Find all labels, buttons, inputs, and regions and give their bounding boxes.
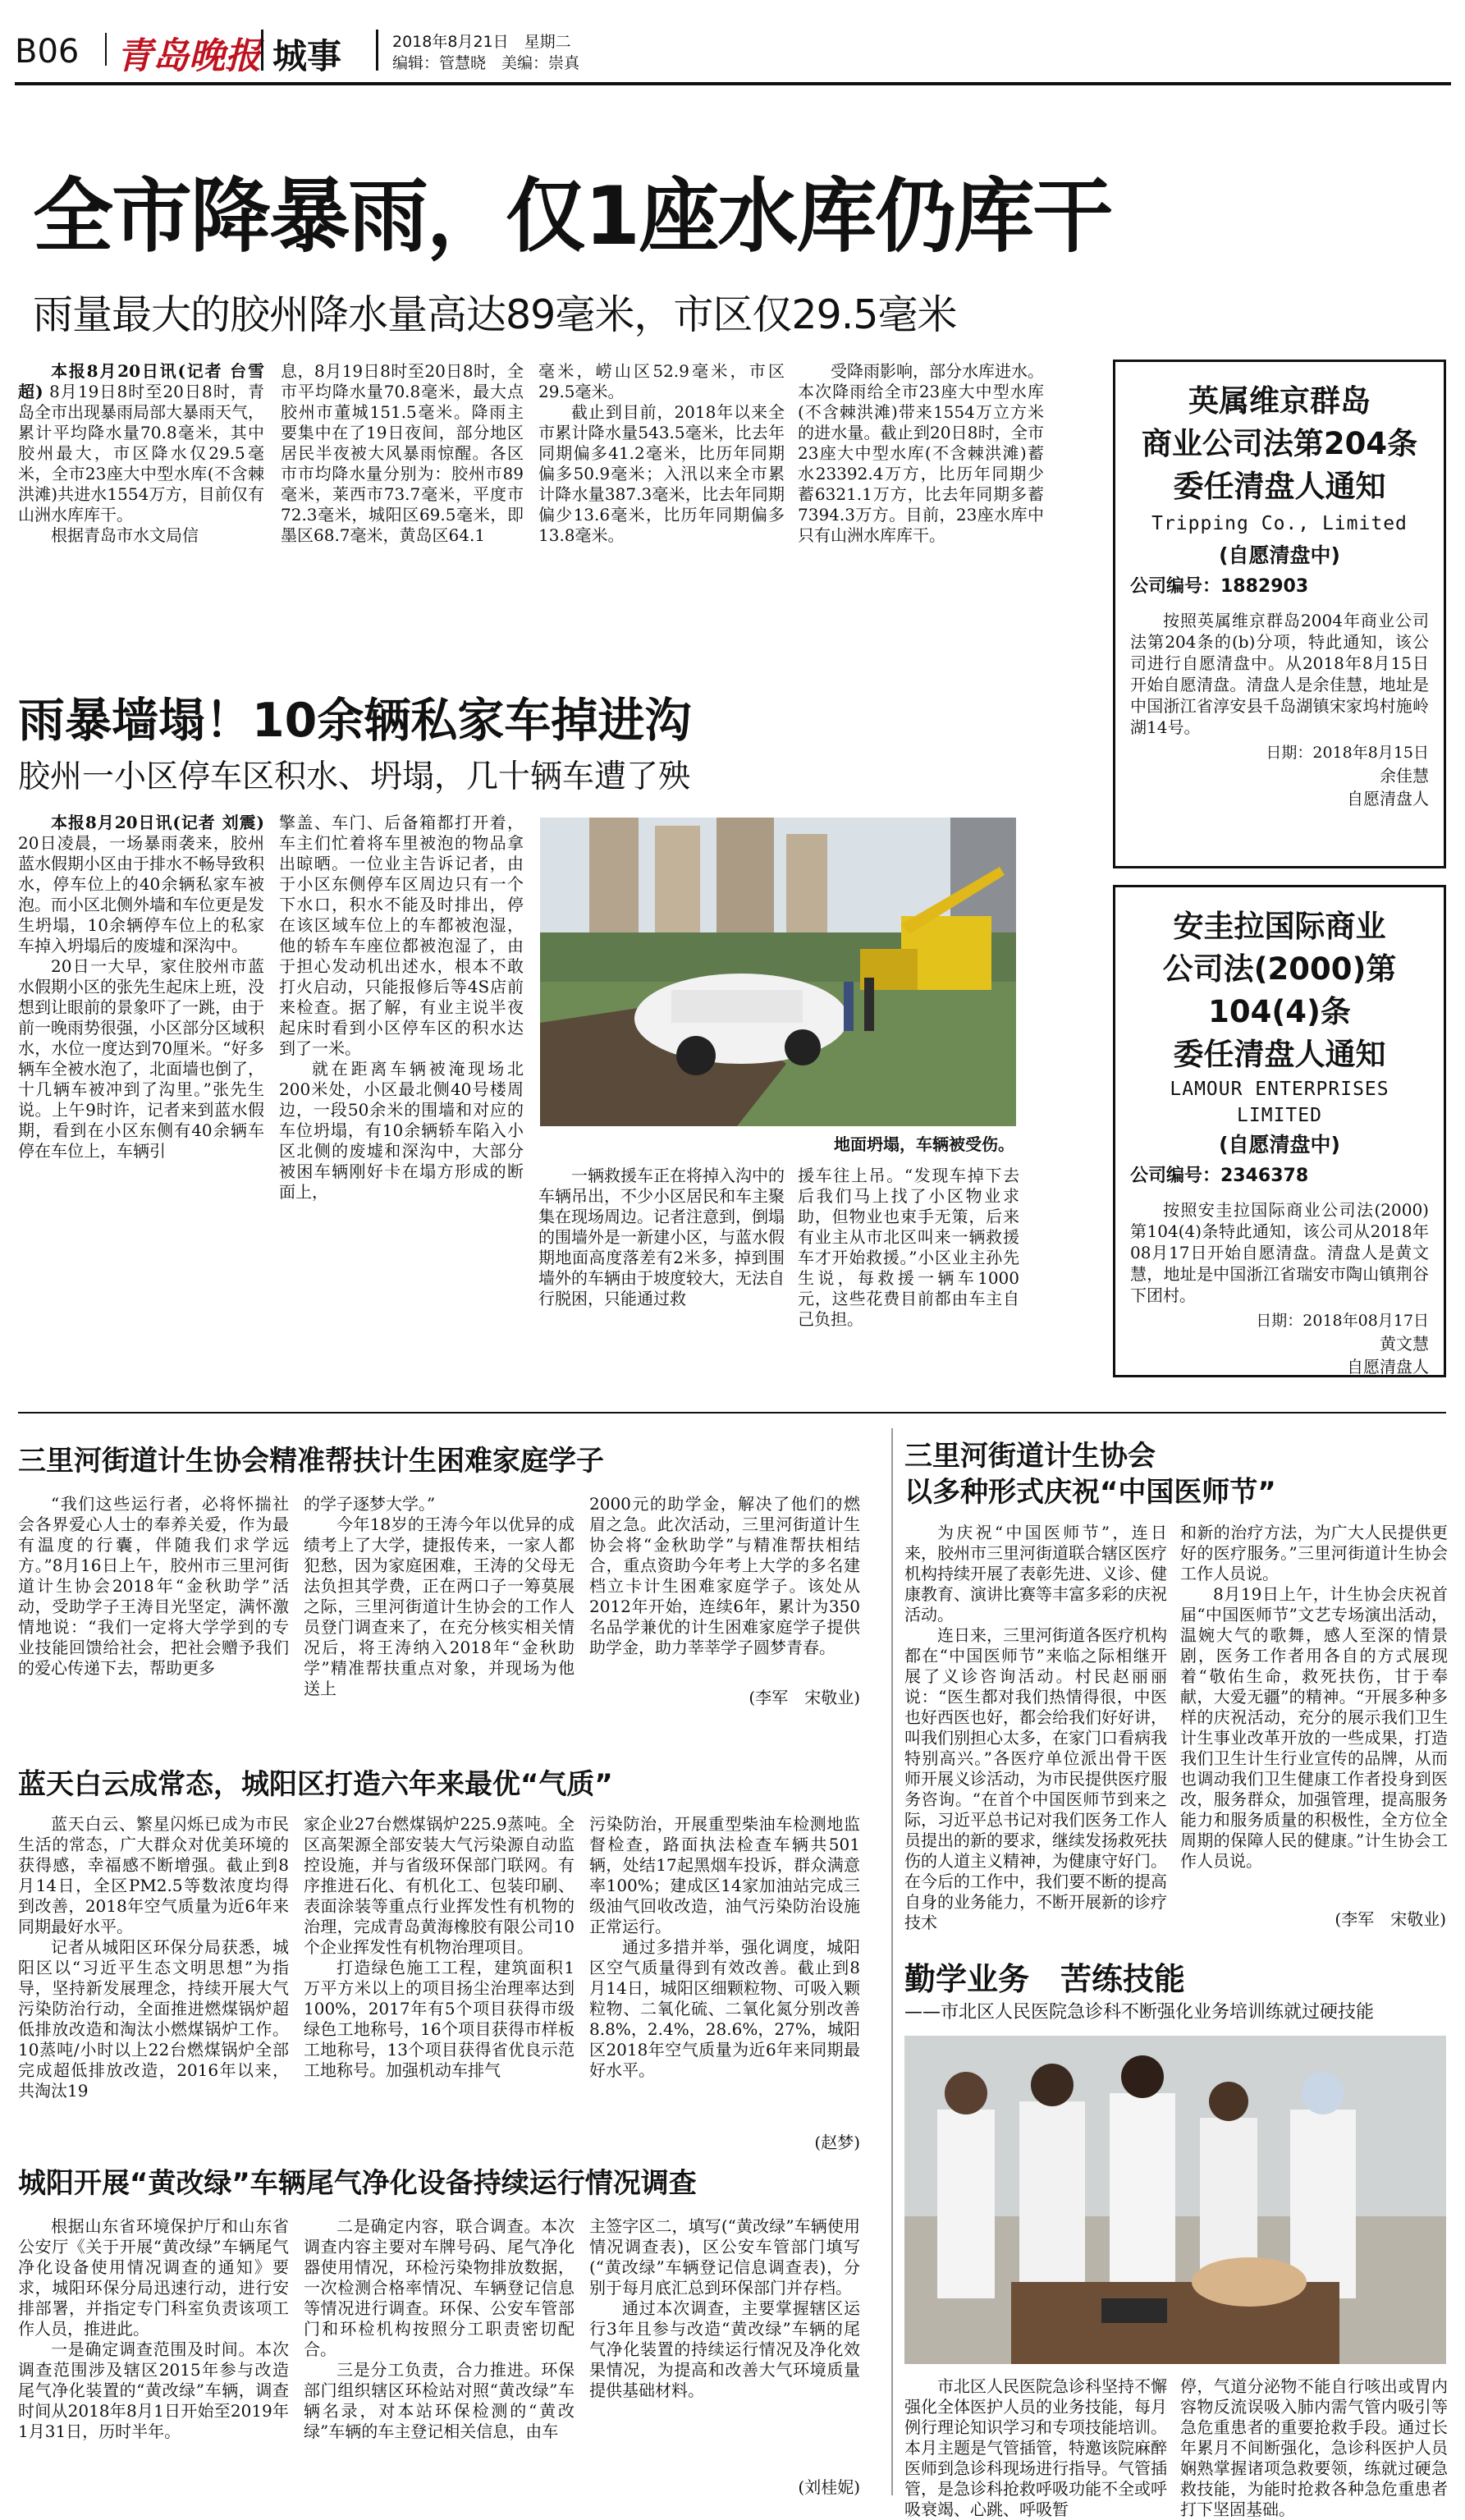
story1-dateline: 本报8月20日讯(记者 台雪超) bbox=[18, 361, 264, 401]
story1-column-4: 受降雨影响，部分水库进水。本次降雨给全市23座大中型水库(不含棘洪滩)带来1554万立方米的进水量。截止到20日8时，全市23座大中型水库(不含棘洪滩)蓄水23392.4万方，比历年同期少蓄6321.1万方，比去年同期多蓄7394.3万方。目前，23座水库中只有山洲水库库干。 bbox=[798, 361, 1044, 545]
page-number: B06 bbox=[15, 33, 80, 71]
story3-column-1: “我们这些运行者，必将怀揣社会各界爱心人士的奉养关爱，作为最有温度的行囊，伴随我们求学远方。”8月16日上午，胶州市三里河街道计生协会2018年“金秋助学”活动，受助学子王涛目光坚定，满怀激情地说：“我们一定将大学学到的专业技能回馈给社会，把社会赠予我们的爱心传递下去，帮助更多 bbox=[18, 1494, 289, 1678]
header-divider bbox=[105, 33, 107, 66]
story6-column-2: 二是确定内容，联合调查。本次调查内容主要对车牌号码、尾气净化器使用情况，环检污染物排放数据，一次检测合格率情况、车辆登记信息等情况进行调查。环保、公安车管部门和环检机构按照分工职责密切配合。 三是分工负责，合力推进。环保部门组织辖区环检站对照“黄改绿”车辆名录，对本站环保检测的“黄改绿”车辆的车主登记相关信息，由车 bbox=[304, 2216, 575, 2441]
notice1-code: 公司编号：1882903 bbox=[1130, 576, 1309, 597]
notice2-title: 安圭拉国际商业 公司法(2000)第104(4)条 委任清盘人通知 bbox=[1162, 909, 1397, 1072]
story5-headline: 蓝天白云成常态，城阳区打造六年来最优“气质” bbox=[18, 1768, 613, 1801]
notice1-title: 英属维京群岛 商业公司法第204条 委任清盘人通知 bbox=[1141, 383, 1418, 504]
notice2-company: LAMOUR ENTERPRISES LIMITED bbox=[1170, 1079, 1389, 1126]
story2-column-3: 一辆救援车正在将掉入沟中的车辆吊出，不少小区居民和车主聚集在现场周边。记者注意到，倒塌的围墙外是一新建小区，与蓝水假期地面高度落差有2米多，掉到围墙外的车辆由于坡度较大，无法自行脱困，只能通过救 bbox=[538, 1166, 785, 1308]
story3-byline: (李军 宋敬业) bbox=[749, 1688, 860, 1707]
story6-column-3: 主签字区二，填写(“黄改绿”车辆使用情况调查表)，区公安车管部门填写(“黄改绿”车辆登记信息调查表)，分别于每月底汇总到环保部门并存档。 通过本次调查，主要掌握辖区运行3年且参与改造“黄改绿”车辆的尾气净化装置的持续运行情况及净化效果情况，为提高和改善大气环境质量提供基础材料。 bbox=[589, 2216, 860, 2400]
notice1-date: 日期：2018年8月15日 bbox=[1266, 744, 1429, 762]
story6-headline: 城阳开展“黄改绿”车辆尾气净化设备持续运行情况调查 bbox=[18, 2167, 697, 2200]
story7-subhead: ——市北区人民医院急诊科不断强化业务培训练就过硬技能 bbox=[904, 2002, 1375, 2023]
collapse-photo bbox=[540, 818, 1016, 1126]
story5-column-2: 家企业27台燃煤锅炉225.9蒸吨。全区高架源全部安装大气污染源自动监控设施，并与省级环保部门联网。有序推进石化、有机化工、包装印刷、表面涂装等重点行业挥发性有机物的治理，完成青岛黄海橡胶有限公司10个企业挥发性有机物治理项目。 打造绿色施工工程，建筑面积1万平方米以上的项目扬尘治理率达到100%，2017年有5个项目获得市级绿色工地称号，16个项目获得市样板工地称号，13个项目获得省优良示范工地称号。加强机动车排气 bbox=[304, 1814, 575, 2080]
notice2-status: (自愿清盘中) bbox=[1219, 1133, 1340, 1157]
notice2-role: 自愿清盘人 bbox=[1347, 1357, 1429, 1377]
notice2-date: 日期：2018年08月17日 bbox=[1256, 1312, 1429, 1330]
notice1-signer: 余佳慧 bbox=[1380, 766, 1429, 786]
notice2-signer: 黄文慧 bbox=[1380, 1334, 1429, 1354]
story2-column-1: 本报8月20日讯(记者 刘震) 20日凌晨，一场暴雨袭来，胶州蓝水假期小区由于排水不畅导致积水，停车位上的40余辆私家车被泡。而小区北侧外墙和车位更是发生坍塌，10余辆停车位上的私家车掉入坍塌后的废墟和深沟中。 20日一大早，家住胶州市蓝水假期小区的张先生起床上班，没想到让眼前的景象吓了一跳，由于前一晚雨势很强，小区部分区域积水，水位一度达到70厘米。“好多辆车全被水泡了，北面墙也倒了，十几辆车被冲到了沟里。”张先生说。上午9时许，记者来到蓝水假期，看到在小区东侧有40余辆车停在车位上，车辆引 bbox=[18, 813, 264, 1161]
section-rule bbox=[18, 1412, 1446, 1413]
story2-dateline: 本报8月20日讯(记者 刘震) bbox=[51, 813, 264, 832]
story3-column-2: 的学子逐梦大学。” 今年18岁的王涛今年以优异的成绩考上了大学，捷报传来，一家人都犯愁，因为家庭困难，王涛的父母无法负担其学费，正在两口子一筹莫展之际，三里河街道计生协会的工作人员登门调查来了，在充分核实相关情况后，将王涛纳入2018年“金秋助学”精准帮扶重点对象，并现场为他送上 bbox=[304, 1494, 575, 1698]
section-name: 城事 bbox=[272, 36, 342, 76]
story4-headline: 三里河街道计生协会 以多种形式庆祝“中国医师节” bbox=[904, 1440, 1276, 1509]
story5-column-3: 污染防治，开展重型柴油车检测地监督检查，路面执法检查车辆共501辆，处结17起黑烟车投诉，群众满意率100%；建成区14家加油站完成三级油气回收改造，油气污染防治设施正常运行。 通过多措并举，强化调度，城阳区空气质量得到有效改善。截止到8月14日，城阳区细颗粒物、可吸入颗粒物、二氧化硫、二氧化氮分别改善8.8%，2.4%，28.6%，27%，城阳区2018年空气质量为近6年来同期最好水平。 bbox=[589, 1814, 860, 2080]
column-divider bbox=[891, 1428, 893, 2495]
notice2-body: 按照安圭拉国际商业公司法(2000)第104(4)条特此通知，该公司从2018年08月17日开始自愿清盘。清盘人是黄文慧，地址是中国浙江省瑞安市陶山镇荆谷下团村。 bbox=[1130, 1200, 1429, 1305]
story7-column-1: 市北区人民医院急诊科坚持不懈强化全体医护人员的业务技能，每月例行理论知识学习和专项技能培训。本月主题是气管插管，特邀该院麻醉医师到急诊科现场进行指导。气管插管，是急诊科抢救呼吸功能不全或呼吸衰竭、心跳、呼吸暂 bbox=[904, 2376, 1167, 2519]
story1-headline: 全市降暴雨，仅1座水库仍库干 bbox=[33, 170, 1112, 263]
story6-column-1: 根据山东省环境保护厅和山东省公安厅《关于开展“黄改绿”车辆尾气净化设备使用情况调查的通知》要求，城阳环保分局迅速行动，进行安排部署，并指定专门科室负责该项工作人员，推进此。 一是确定调查范围及时间。本次调查范围涉及辖区2015年参与改造尾气净化装置的“黄改绿”车辆，调查时间从2018年8月1日开始至2019年1月31日，历时半年。 bbox=[18, 2216, 289, 2441]
notice1-role: 自愿清盘人 bbox=[1347, 789, 1429, 809]
story3-headline: 三里河街道计生协会精准帮扶计生困难家庭学子 bbox=[18, 1445, 604, 1478]
issue-date: 2018年8月21日 星期二 bbox=[392, 33, 571, 51]
story2-column-4: 援车往上吊。“发现车掉下去后我们马上找了小区物业求助，但物业也束手无策，后来有业主从市北区叫来一辆救援车才开始救援。”小区业主孙先生说，每救援一辆车1000元，这些花费目前都由车主自己负担。 bbox=[798, 1166, 1019, 1329]
story7-column-2: 停，气道分泌物不能自行咳出或胃内容物反流误吸入肺内需气管内吸引等急危重患者的重要抢救手段。通过长年累月不间断强化，急诊科医护人员娴熟掌握诸项急救要领，练就过硬急救技能，为能时抢救各种急危重患者打下坚固基础。 bbox=[1180, 2376, 1448, 2519]
notice1-company: Tripping Co., Limited bbox=[1151, 513, 1408, 534]
story2-headline: 雨暴墙塌！10余辆私家车掉进沟 bbox=[18, 694, 692, 748]
story4-byline: (李军 宋敬业) bbox=[1335, 1909, 1446, 1929]
newspaper-brand: 青岛晚报 bbox=[117, 35, 261, 77]
story4-column-1: 为庆祝“中国医师节”，连日来，胶州市三里河街道联合辖区医疗机构持续开展了表彰先进、义诊、健康教育、演讲比赛等丰富多彩的庆祝活动。 连日来，三里河街道各医疗机构都在“中国医师节”来临之际相继开展了义诊咨询活动。村民赵丽丽说：“医生都对我们热情得很，中医也好西医也好，都会给我们好好讲，叫我们别担心太多，在家门口看病我特别高兴。”各医疗单位派出骨干医师开展义诊活动，为市民提供医疗服务咨询。“在首个中国医师节到来之际，习近平总书记对我们医务工作人员提出的新的要求，继续发扬救死扶伤的人道主义精神，为健康守好门。在今后的工作中，我们要不断的提高自身的业务能力，不断开展新的诊疗技术 bbox=[904, 1523, 1167, 1932]
story5-byline: (赵梦) bbox=[814, 2133, 860, 2152]
story5-column-1: 蓝天白云、繁星闪烁已成为市民生活的常态，广大群众对优美环境的获得感，幸福感不断增强。截止到8月14日，全区PM2.5等数浓度均得到改善，2018年空气质量为近6年来同期最好水平。 记者从城阳区环保分局获悉，城阳区以“习近平生态文明思想”为指导，坚持新发展理念，持续开展大气污染防治行动，全面推进燃煤锅炉超低排放改造和淘汰小燃煤锅炉工作。10蒸吨/小时以上22台燃煤锅炉全部完成超低排放改造，2016年以来，共淘汰19 bbox=[18, 1814, 289, 2101]
liquidation-notice-1 bbox=[1113, 360, 1446, 868]
header-rule bbox=[15, 82, 1451, 85]
story4-column-2: 和新的治疗方法，为广大人民提供更好的医疗服务。”三里河街道计生协会工作人员说。 8月19日上午，计生协会庆祝首届“中国医师节”文艺专场演出活动，温婉大气的歌舞，感人至深的情景剧，医务工作者用各自的方式展现着“敬佑生命，救死扶伤，甘于奉献，大爱无疆”的精神。“开展多种多样的庆祝活动，充分的展示我们卫生计生事业改革开放的一些成果，打造我们卫生计生行业宣传的品牌，从而也调动我们卫生健康工作者投身到医改，服务群众，加强管理，提高服务能力和服务质量的积极性，全方位全周期的保障人民的健康。”计生协会工作人员说。 bbox=[1180, 1523, 1448, 1871]
story7-headline: 勤学业务 苦练技能 bbox=[904, 1961, 1186, 1997]
notice1-status: (自愿清盘中) bbox=[1219, 543, 1340, 567]
story1-subhead: 雨量最大的胶州降水量高达89毫米，市区仅29.5毫米 bbox=[33, 291, 957, 338]
editor-credits: 编辑：管慧晓 美编：崇真 bbox=[392, 54, 580, 72]
notice1-body: 按照英属维京群岛2004年商业公司法第204条的(b)分项，特此通知，该公司进行自愿清盘中。从2018年8月15日开始自愿清盘。清盘人是余佳慧，地址是中国浙江省淳安县千岛湖镇宋家坞村施岭湖14号。 bbox=[1130, 611, 1429, 737]
story1-column-1: 本报8月20日讯(记者 台雪超) 8月19日8时至20日8时，青岛全市出现暴雨局部大暴雨天气，累计平均降水量70.8毫米，其中胶州最大，市区降水仅29.5毫米，全市23座大中型水库(不含棘洪滩)共进水1554万方，目前仅有山洲水库库干。 根据青岛市水文局信 bbox=[18, 361, 264, 545]
story6-byline: (刘桂妮) bbox=[798, 2477, 860, 2497]
header-divider bbox=[261, 30, 263, 71]
story1-column-2: 息，8月19日8时至20日8时，全市平均降水量70.8毫米，最大点胶州市董城151.5毫米。降雨主要集中在了19日夜间，部分地区居民半夜被大风暴雨惊醒。各区市市均降水量分别为：胶州市89毫米，莱西市73.7毫米，平度市72.3毫米，城阳区69.5毫米，即墨区68.7毫米，黄岛区64.1 bbox=[281, 361, 524, 545]
notice2-code: 公司编号：2346378 bbox=[1130, 1166, 1309, 1186]
liquidation-notice-2 bbox=[1113, 885, 1446, 1377]
story3-column-3: 2000元的助学金，解决了他们的燃眉之急。此次活动，三里河街道计生协会将“金秋助学”与精准帮扶相结合，重点资助今年考上大学的多名建档立卡计生困难家庭学子。该处从2012年开始，连续6年，累计为350名品学兼优的计生困难家庭学子提供助学金，助力莘莘学子圆梦青春。 bbox=[589, 1494, 860, 1657]
story2-column-2: 擎盖、车门、后备箱都打开着，车主们忙着将车里被泡的物品拿出晾晒。一位业主告诉记者，由于小区东侧停车区周边只有一个下水口，积水不能及时排出，停在该区域车位上的车都被泡湿，他的轿车车座位都被泡湿了，由于担心发动机出述水，根本不敢打火启动，只能报修后等4S店前来检查。据了解，有业主说半夜起床时看到小区停车区的积水达到了一米。 就在距离车辆被淹现场北200米处，小区最北侧40号楼周边，一段50余米的围墙和对应的车位坍塌，有10余辆轿车陷入小区北侧的废墟和深沟中，大部分被困车辆刚好卡在塌方形成的断面上， bbox=[279, 813, 524, 1202]
photo-caption: 地面坍塌，车辆被受伤。 bbox=[834, 1134, 1014, 1154]
training-photo bbox=[904, 2036, 1446, 2364]
story1-column-3: 毫米，崂山区52.9毫米，市区29.5毫米。 截止到目前，2018年以来全市累计降水量543.5毫米，比去年同期偏多41.2毫米，比历年同期偏多50.9毫米；入汛以来全市累计降水量387.3毫米，比去年同期偏少13.6毫米，比历年同期偏多13.8毫米。 bbox=[538, 361, 785, 545]
header-divider bbox=[376, 30, 378, 71]
story2-subhead: 胶州一小区停车区积水、坍塌，几十辆车遭了殃 bbox=[18, 758, 691, 795]
